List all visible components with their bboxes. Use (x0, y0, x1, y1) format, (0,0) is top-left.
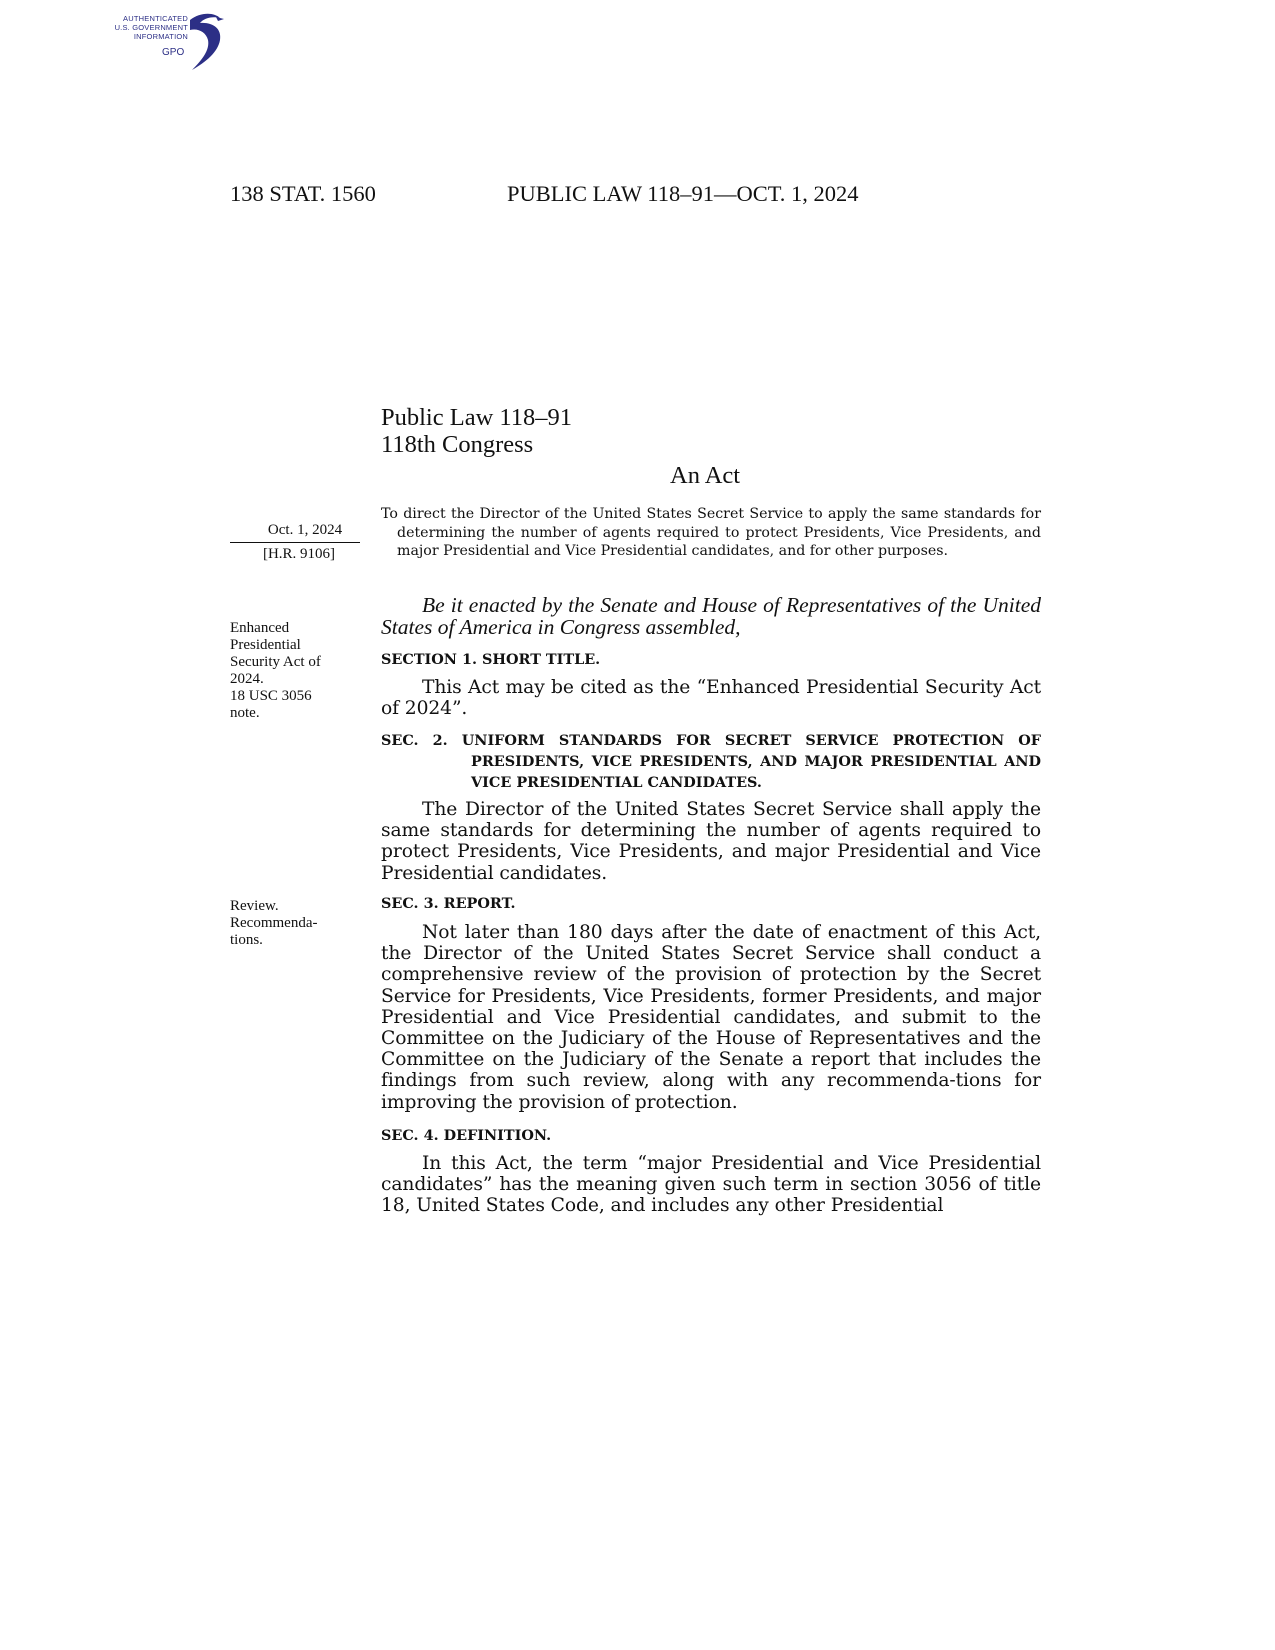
section-heading: SEC. 2. UNIFORM STANDARDS FOR SECRET SERVICE PROTECTION OF PRESIDENTS, VICE PRESIDENTS, AND MAJOR PRESIDENTIAL AND VICE PRESIDENTIAL CANDIDATES. (381, 732, 1041, 791)
section-body: The Director of the United States Secret Service shall apply the same standards for determining the number of agents required to protect Presidents, Vice Presidents, and major Presidential and Vice Presidential candidates. (381, 799, 1041, 884)
sidebar-note-line: Enhanced (230, 620, 290, 636)
sidebar-note-line: tions. (230, 932, 263, 948)
section-body: In this Act, the term “major Presidential and Vice Presidential candidates” has the meaning given such term in section 3056 of title 18, United States Code, and includes any other Presidential (381, 1153, 1041, 1217)
purpose-statement: To direct the Director of the United States Secret Service to apply the same standards for determining the number of agents required to protect Presidents, Vice Presidents, and major Presidential and Vice Presidential candidates, and for other purposes. (381, 506, 1041, 559)
section-heading: SEC. 4. DEFINITION. (381, 1127, 552, 1144)
section-body: Not later than 180 days after the date of enactment of this Act, the Director of the United States Secret Service shall conduct a comprehensive review of the provision of protection by the Secret Service for Presidents, Vice Presidents, former Presidents, and major Presidential and Vice Presidential candidates, and submit to the Committee on the Judiciary of the House of Representatives and the Committee on the Judiciary of the Senate a report that includes the findings from such review, along with any recommenda-tions for improving the provision of protection. (381, 922, 1041, 1113)
approval-date: Oct. 1, 2024 (230, 522, 360, 543)
law-header: PUBLIC LAW 118–91—OCT. 1, 2024 (507, 181, 859, 206)
gpo-logo-line: U.S. GOVERNMENT (114, 23, 188, 32)
sidebar-note-short-title (230, 620, 360, 722)
law-title-block (381, 404, 572, 458)
law-number: Public Law 118–91 (381, 404, 572, 431)
sidebar-note-line: Review. (230, 898, 279, 914)
sidebar-note-line: 18 USC 3056 (230, 688, 312, 704)
congress-number: 118th Congress (381, 431, 534, 458)
enacting-clause: Be it enacted by the Senate and House of Representatives of the United States of America in Congress assembled, (381, 593, 1041, 639)
an-act-heading: An Act (670, 462, 741, 489)
section-heading: SEC. 3. REPORT. (381, 895, 516, 912)
running-header (230, 181, 930, 211)
gpo-authentication-logo (92, 10, 232, 76)
sidebar-note-review (230, 898, 360, 949)
section-heading: SECTION 1. SHORT TITLE. (381, 651, 601, 668)
section-body: This Act may be cited as the “Enhanced Presidential Security Act of 2024”. (381, 677, 1041, 720)
sidebar-note-line: Presidential (230, 637, 301, 653)
gpo-logo-line: AUTHENTICATED (123, 14, 188, 23)
sidebar-note-line: Security Act of (230, 654, 321, 670)
sidebar-note-line: 2024. (230, 671, 264, 687)
bill-number: [H.R. 9106] (262, 546, 336, 562)
statute-citation: 138 STAT. 1560 (230, 181, 376, 206)
sidebar-note-line: note. (230, 705, 260, 721)
gpo-logo-mark: GPO (162, 47, 185, 58)
eagle-icon (142, 10, 232, 76)
sidebar-date-block (230, 522, 360, 563)
gpo-logo-line: INFORMATION (133, 32, 188, 41)
sidebar-note-line: Recommenda- (230, 915, 318, 931)
